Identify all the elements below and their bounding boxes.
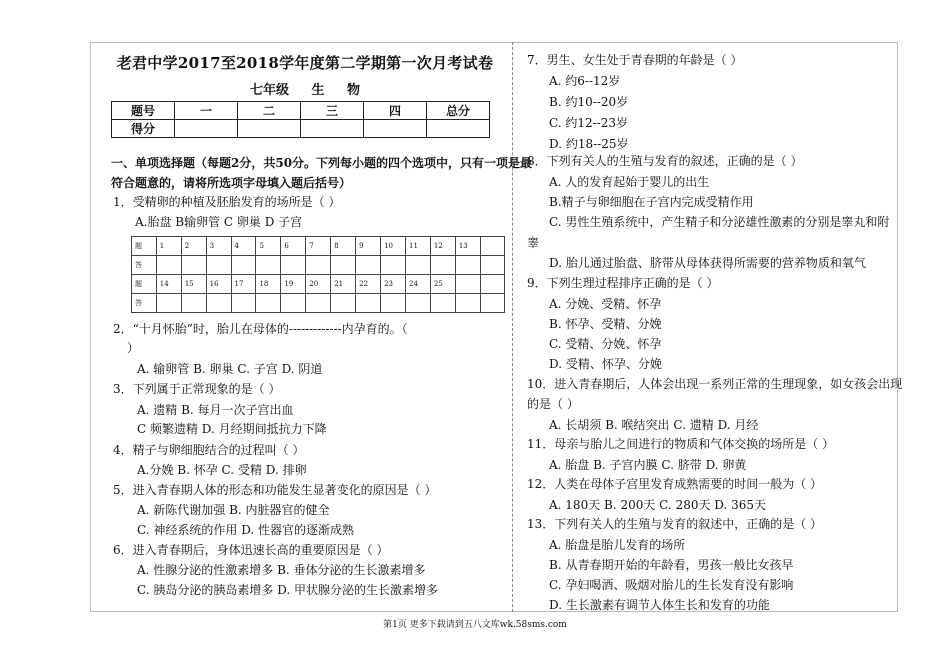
answer-a-label: 答 [132, 294, 157, 313]
q9-option-b: B. 怀孕、受精、分娩 [549, 317, 662, 331]
answer-num-cell: 8 [331, 237, 356, 256]
answer-num-cell: 20 [306, 275, 331, 294]
answer-cell[interactable] [181, 256, 206, 275]
q11-options: A. 胎盘 B. 子宫内膜 C. 脐带 D. 卵黄 [549, 458, 747, 472]
q2-options: A. 输卵管 B. 卵巢 C. 子宫 D. 阴道 [137, 362, 323, 376]
question-4: 4．精子与卵细胞结合的过程叫（ ） [113, 443, 305, 457]
answer-num-cell [480, 237, 504, 256]
answer-num-cell: 4 [231, 237, 256, 256]
answer-cell[interactable] [256, 256, 281, 275]
q13-option-c: C. 孕妇喝酒、吸烟对胎儿的生长发育没有影响 [549, 578, 794, 592]
answer-num-cell [480, 275, 504, 294]
answer-num-cell: 2 [181, 237, 206, 256]
answer-table-a-row-1 [132, 256, 505, 275]
q7-option-d: D. 约18--25岁 [549, 137, 629, 151]
q3-options-cd: C 频繁遗精 D. 月经期间抵抗力下降 [137, 422, 327, 436]
q13-option-d: D. 生长激素有调节人体生长和发育的功能 [549, 598, 770, 612]
answer-cell[interactable] [206, 294, 231, 313]
answer-num-cell: 1 [156, 237, 181, 256]
answer-cell[interactable] [181, 294, 206, 313]
answer-num-cell: 3 [206, 237, 231, 256]
answer-cell[interactable] [231, 256, 256, 275]
answer-num-cell: 19 [281, 275, 306, 294]
answer-cell[interactable] [281, 256, 306, 275]
answer-num-cell: 5 [256, 237, 281, 256]
answer-cell[interactable] [356, 294, 381, 313]
q3-options-ab: A. 遗精 B. 每月一次子宫出血 [137, 403, 294, 417]
question-10-cont: 的是（ ） [527, 397, 579, 411]
question-1: 1．受精卵的种植及胚胎发育的场所是（ ） [113, 195, 341, 209]
answer-cell[interactable] [156, 256, 181, 275]
answer-num-cell: 18 [256, 275, 281, 294]
answer-num-cell: 14 [156, 275, 181, 294]
q13-option-a: A. 胎盘是胎儿发育的场所 [549, 538, 686, 552]
question-2: 2．“十月怀胎”时，胎儿在母体的-------------内孕育的。（ [113, 322, 408, 336]
q9-option-a: A. 分娩、受精、怀孕 [549, 297, 662, 311]
q5-options-ab: A. 新陈代谢加强 B. 内脏器官的健全 [137, 503, 330, 517]
answer-cell[interactable] [281, 294, 306, 313]
answer-num-cell: 12 [430, 237, 455, 256]
answer-num-cell: 25 [430, 275, 455, 294]
answer-num-cell: 24 [405, 275, 430, 294]
q8-option-b: B.精子与卵细胞在子宫内完成受精作用 [549, 195, 754, 209]
answer-num-cell: 22 [356, 275, 381, 294]
answer-cell[interactable] [405, 256, 430, 275]
answer-cell[interactable] [381, 256, 406, 275]
q5-options-cd: C. 神经系统的作用 D. 性器官的逐渐成熟 [137, 523, 355, 537]
answer-num-cell [455, 275, 480, 294]
answer-num-cell: 17 [231, 275, 256, 294]
score-header-cell: 二 [238, 102, 301, 120]
q8-option-c: C. 男性生殖系统中，产生精子和分泌雄性激素的分别是睾丸和附 [549, 215, 890, 229]
q4-options: A.分娩 B. 怀孕 C. 受精 D. 排卵 [137, 463, 307, 477]
question-6: 6．进入青春期后，身体迅速长高的重要原因是（ ） [113, 543, 389, 557]
q8-option-c-cont: 睾 [527, 236, 540, 250]
q7-option-a: A. 约6--12岁 [549, 74, 621, 88]
answer-cell[interactable] [405, 294, 430, 313]
score-header-cell: 题号 [112, 102, 175, 120]
answer-num-cell: 13 [455, 237, 480, 256]
answer-num-cell: 21 [331, 275, 356, 294]
answer-num-cell: 11 [405, 237, 430, 256]
score-header-cell: 总分 [427, 102, 490, 120]
answer-num-cell: 15 [181, 275, 206, 294]
answer-table [131, 236, 505, 313]
answer-cell[interactable] [306, 294, 331, 313]
answer-cell[interactable] [480, 294, 504, 313]
answer-cell[interactable] [206, 256, 231, 275]
answer-num-cell: 23 [381, 275, 406, 294]
question-9: 9．下列生理过程排序正确的是（ ） [527, 276, 719, 290]
score-cell[interactable] [238, 120, 301, 138]
answer-cell[interactable] [156, 294, 181, 313]
q7-option-c: C. 约12--23岁 [549, 116, 629, 130]
column-divider [512, 42, 513, 612]
answer-cell[interactable] [231, 294, 256, 313]
q8-option-a: A. 人的发育起始于婴儿的出生 [549, 175, 710, 189]
score-header-cell: 一 [175, 102, 238, 120]
exam-subtitle: 七年级 生 物 [249, 83, 361, 98]
answer-q-label: 题 [132, 275, 157, 294]
score-table-header-row [112, 102, 490, 120]
answer-cell[interactable] [480, 256, 504, 275]
answer-num-cell: 9 [356, 237, 381, 256]
answer-a-label: 答 [132, 256, 157, 275]
question-3: 3．下列属于正常现象的是（ ） [113, 382, 281, 396]
section1-heading: 一、单项选择题（每题2分，共50分。下列每小题的四个选项中，只有一项是最 [111, 156, 533, 170]
q6-options-cd: C. 胰岛分泌的胰岛素增多 D. 甲状腺分泌的生长激素增多 [137, 583, 439, 597]
score-cell[interactable] [175, 120, 238, 138]
score-table-score-row [112, 120, 490, 138]
q7-option-b: B. 约10--20岁 [549, 95, 629, 109]
exam-title: 老君中学2017至2018学年度第二学期第一次月考试卷 [116, 54, 494, 72]
answer-num-cell: 6 [281, 237, 306, 256]
question-10: 10．进入青春期后，人体会出现一系列正常的生理现象，如女孩会出现 [527, 377, 903, 391]
question-7: 7．男生、女生处于青春期的年龄是（ ） [527, 53, 743, 67]
question-11: 11．母亲与胎儿之间进行的物质和气体交换的场所是（ ） [527, 437, 835, 451]
q9-option-d: D. 受精、怀孕、分娩 [549, 357, 662, 371]
score-table [111, 101, 490, 138]
answer-cell[interactable] [455, 294, 480, 313]
answer-cell[interactable] [331, 294, 356, 313]
answer-cell[interactable] [331, 256, 356, 275]
question-5: 5．进入青春期人体的形态和功能发生显著变化的原因是（ ） [113, 483, 437, 497]
answer-cell[interactable] [381, 294, 406, 313]
question-8: 8．下列有关人的生殖与发育的叙述，正确的是（ ） [527, 154, 803, 168]
answer-table-a-row-2 [132, 294, 505, 313]
answer-table-q-row-2 [132, 275, 505, 294]
q8-option-d: D. 胎儿通过胎盘、脐带从母体获得所需要的营养物质和氧气 [549, 256, 866, 270]
q10-options: A. 长胡须 B. 喉结突出 C. 遗精 D. 月经 [549, 418, 759, 432]
score-cell[interactable] [301, 120, 364, 138]
answer-cell[interactable] [356, 256, 381, 275]
question-12: 12．人类在母体子宫里发育成熟需要的时间一般为（ ） [527, 477, 823, 491]
answer-cell[interactable] [306, 256, 331, 275]
q9-option-c: C. 受精、分娩、怀孕 [549, 337, 662, 351]
question-2-cont: ） [127, 341, 140, 355]
section1-heading-cont: 符合题意的，请将所选项字母填入题后括号） [111, 176, 352, 190]
score-header-cell: 三 [301, 102, 364, 120]
score-header-cell: 四 [364, 102, 427, 120]
answer-cell[interactable] [430, 256, 455, 275]
answer-cell[interactable] [430, 294, 455, 313]
score-row-label: 得分 [112, 120, 175, 138]
answer-cell[interactable] [455, 256, 480, 275]
q12-options: A. 180天 B. 200天 C. 280天 D. 365天 [549, 498, 767, 512]
q6-options-ab: A. 性腺分泌的性激素增多 B. 垂体分泌的生长激素增多 [137, 563, 426, 577]
answer-table-q-row-1 [132, 237, 505, 256]
answer-cell[interactable] [256, 294, 281, 313]
answer-num-cell: 10 [381, 237, 406, 256]
q1-options: A.胎盘 B输卵管 C 卵巢 D 子宫 [135, 215, 303, 229]
page-footer: 第1页 更多下载请到五八文库wk.58sms.com [383, 620, 567, 630]
score-cell[interactable] [364, 120, 427, 138]
question-13: 13．下列有关人的生殖与发育的叙述中，正确的是（ ） [527, 517, 823, 531]
score-cell[interactable] [427, 120, 490, 138]
q13-option-b: B. 从青春期开始的年龄看，男孩一般比女孩早 [549, 558, 794, 572]
answer-num-cell: 16 [206, 275, 231, 294]
answer-q-label: 题 [132, 237, 157, 256]
answer-num-cell: 7 [306, 237, 331, 256]
